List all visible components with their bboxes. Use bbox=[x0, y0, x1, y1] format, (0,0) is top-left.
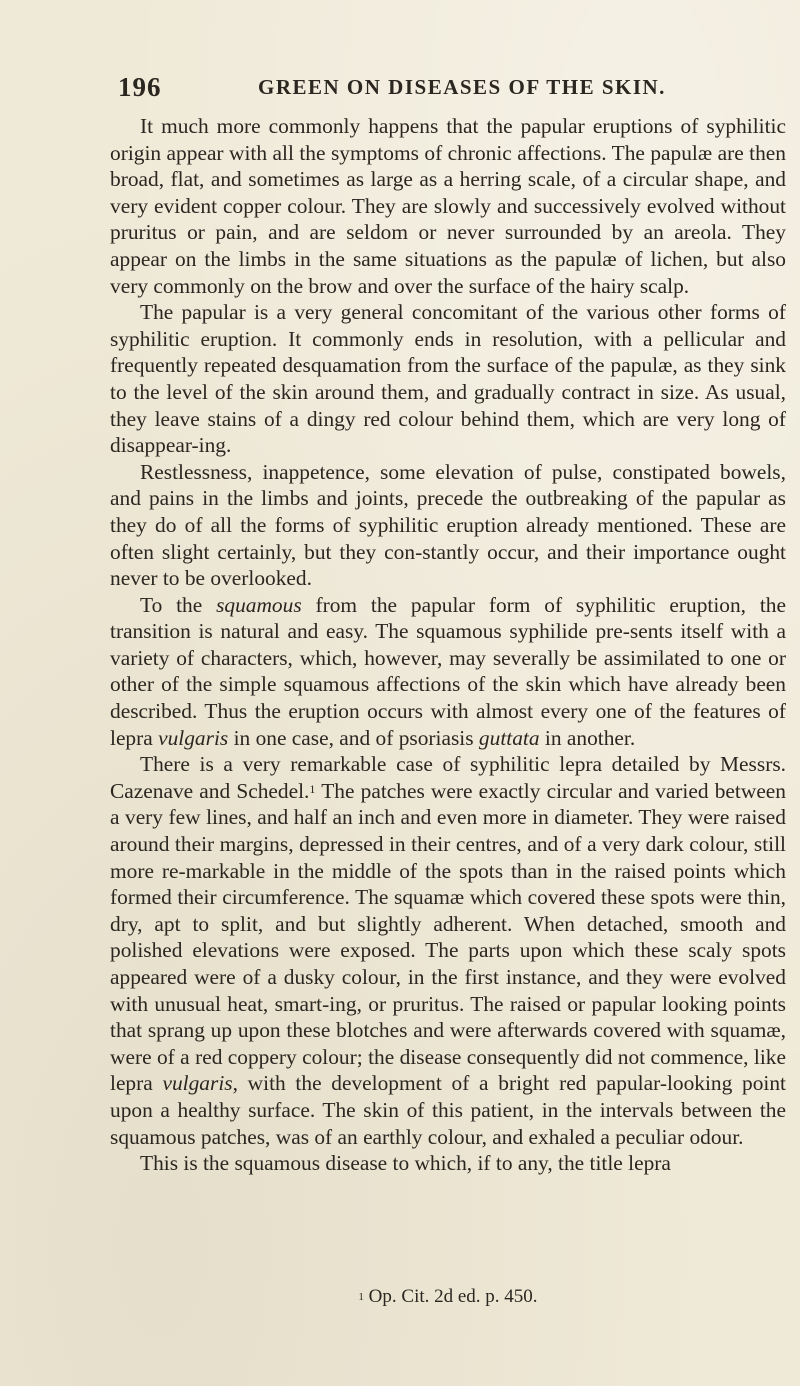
text-run: The patches were exactly circular and varied between a very few lines, and half an inch and even more in diameter. They were raised around their margins, depressed in their centres, and of a very dark colour, still more re-markable in the middle of the spots than in the raised points which formed their circumference. The squamæ which covered these spots were thin, dry, apt to split, and but slightly adherent. When detached, smooth and polished elevations were exposed. The parts upon which these scaly spots appeared were of a dusky colour, in the first instance, and they were evolved with unusual heat, smart-ing, or pruritus. The raised or papular looking points that sprang up upon these blotches and were afterwards covered with squamæ, were of a red coppery colour; the disease consequently did not commence, like lepra bbox=[110, 778, 786, 1096]
text-run: from the papular form of syphilitic eruption, the transition is natural and easy. The squamous syphilide pre-sents itself with a variety of characters, which, however, may severally be assimilated to one or other of the simple squamous affections of the skin which have already been described. Thus the eruption occurs with almost every one of the features of lepra bbox=[110, 592, 786, 750]
footnote bbox=[110, 1285, 786, 1309]
footnote-number: 1 bbox=[358, 1291, 364, 1303]
paragraph-squamous-title: This is the squamous disease to which, if to any, the title lepra bbox=[140, 1151, 671, 1176]
italic-term: squamous bbox=[216, 592, 302, 617]
text-run: in another. bbox=[539, 725, 636, 750]
italic-term: guttata bbox=[478, 725, 540, 750]
italic-term: vulgaris bbox=[158, 725, 229, 750]
page-number: 196 bbox=[118, 72, 162, 102]
page-header bbox=[118, 72, 778, 102]
text-run: There is a very remarkable case of syphilitic lepra detailed by Messrs. Cazenave and Schedel. bbox=[110, 752, 786, 803]
paragraph-syphilitic-lepra-case bbox=[110, 751, 786, 1150]
text-run: To the bbox=[140, 592, 217, 617]
body-text bbox=[110, 113, 786, 1177]
paragraph-squamous-transition bbox=[110, 592, 786, 752]
text-run: , with the development of a bright red papular-looking point upon a healthy surface. The skin of this patient, in the intervals between the squamous patches, was of an earthly colour, and exhaled a peculiar odour. bbox=[110, 1071, 786, 1149]
footnote-text: Op. Cit. 2d ed. p. 450. bbox=[363, 1286, 538, 1307]
paragraph-papular-concomitant: The papular is a very general concomitant of the various other forms of syphilitic eruption. It commonly ends in resolution, with a pellicular and frequently repeated desquamation from the surface of the papulæ, as they sink to the level of the skin around them, and gradually contract in size. As usual, they leave stains of a dingy red colour behind them, which are very long of disappear-ing. bbox=[110, 300, 786, 458]
footnote-reference: 1 bbox=[309, 781, 316, 796]
italic-term: vulgaris bbox=[162, 1071, 233, 1096]
paragraph-restlessness: Restlessness, inappetence, some elevation of pulse, constipated bowels, and pains in the limbs and joints, precede the outbreaking of the papular as they do of all the forms of syphilitic eruption already mentioned. These are often slight certainly, but they con-stantly occur, and their importance ought never to be overlooked. bbox=[110, 459, 786, 591]
paragraph-papular-chronic: It much more commonly happens that the papular eruptions of syphilitic origin appear with all the symptoms of chronic affections. The papulæ are then broad, flat, and sometimes as large as a herring scale, of a circular shape, and very evident copper colour. They are slowly and successively evolved without pruritus or pain, and are seldom or never surrounded by an areola. They appear on the limbs in the same situations as the papulæ of lichen, but also very commonly on the brow and over the surface of the hairy scalp. bbox=[110, 114, 786, 298]
running-title: GREEN ON DISEASES OF THE SKIN. bbox=[258, 75, 666, 99]
text-run: in one case, and of psoriasis bbox=[228, 725, 479, 750]
